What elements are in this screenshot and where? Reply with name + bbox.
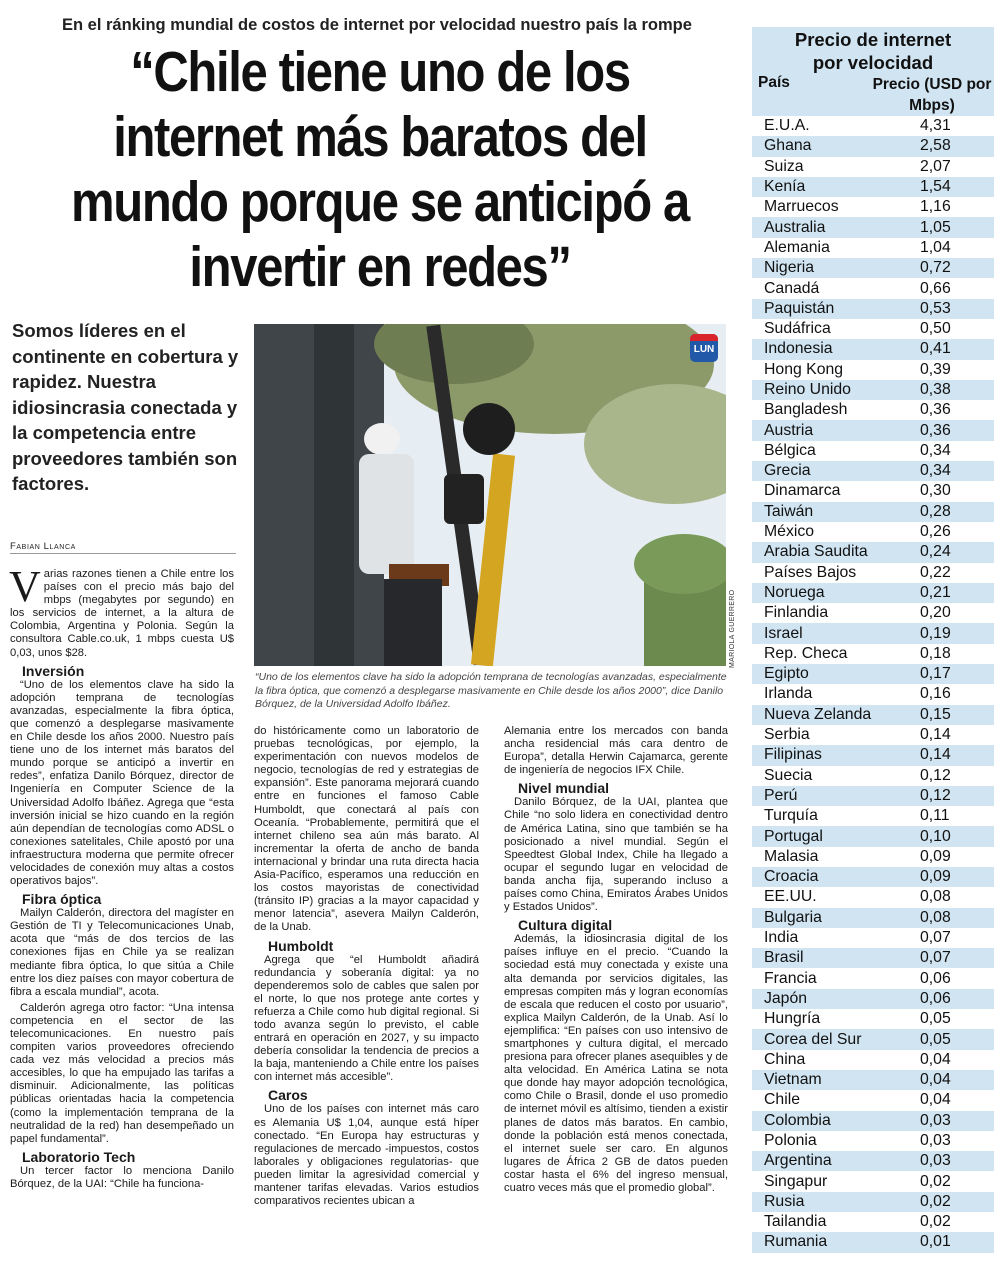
price-cell: 0,05 (920, 1030, 951, 1048)
lede: Somos líderes en el continente en cobertura y rapidez. Nuestra idiosincrasia conectada y la competencia entre proveedores también son factores. (12, 320, 239, 494)
byline: Fabian Llanca (10, 541, 236, 554)
paragraph-fibra-1: Mailyn Calderón, directora del magíster en Gestión de TI y Telecomunicaciones Unab, acota que “más de dos tercios de las conexiones fijas en Chile ya se realizan mediante fibra óptica, lo que sitúa a Chile entre los diez países con mayor cobertura de fibra a escala mundial”, acota. (10, 907, 234, 998)
table-row (752, 136, 994, 156)
table-row (752, 745, 994, 765)
paragraph-caros-cont: Alemania entre los mercados con banda ancha residencial más cara dentro de Europa”, detalla Herwin Cajamarca, gerente de ingeniería de negocios IFX Chile. (504, 725, 728, 777)
price-cell: 0,16 (920, 685, 951, 703)
price-cell: 0,07 (920, 949, 951, 967)
table-row (752, 948, 994, 968)
country-cell: Noruega (764, 583, 825, 601)
helmet (364, 423, 400, 455)
country-cell: Finlandia (764, 604, 829, 622)
table-row (752, 968, 994, 988)
fiber-splice-box (463, 403, 515, 455)
price-cell: 0,08 (920, 888, 951, 906)
price-cell: 0,17 (920, 665, 951, 683)
country-cell: Perú (764, 786, 798, 804)
dropcap: V (9, 562, 41, 611)
price-cell: 0,28 (920, 502, 951, 520)
table-row (752, 563, 994, 583)
table-row (752, 583, 994, 603)
country-cell: Tailandia (764, 1213, 827, 1231)
price-cell: 0,03 (920, 1131, 951, 1149)
table-row (752, 502, 994, 522)
price-cell: 0,38 (920, 381, 951, 398)
article-photo (254, 324, 726, 666)
table-row (752, 339, 994, 359)
country-cell: Filipinas (764, 746, 822, 764)
price-cell: 0,02 (920, 1192, 951, 1210)
table-row (752, 1009, 994, 1029)
subhead-laboratorio: Laboratorio Tech (22, 1148, 136, 1165)
country-cell: Colombia (764, 1111, 831, 1129)
table-row (752, 908, 994, 928)
subhead-humboldt: Humboldt (268, 937, 334, 954)
table-row (752, 400, 994, 420)
price-cell: 0,18 (920, 644, 951, 662)
country-cell: Sudáfrica (764, 320, 831, 338)
table-row (752, 725, 994, 745)
header-country: País (758, 74, 790, 91)
article-column-2 (254, 725, 479, 1211)
sidebar-title: Precio de internet por velocidad (794, 29, 952, 73)
subhead-inversion: Inversión (22, 662, 85, 679)
country-cell: Alemania (764, 238, 830, 256)
table-row (752, 887, 994, 907)
price-cell: 0,34 (920, 441, 951, 459)
subhead-nivel-mundial: Nivel mundial (518, 780, 610, 797)
table-row (752, 461, 994, 481)
price-cell: 0,14 (920, 726, 951, 744)
country-cell: Rumania (764, 1233, 828, 1251)
price-cell: 0,08 (920, 908, 951, 926)
price-cell: 0,04 (920, 1050, 951, 1068)
table-row (752, 1070, 994, 1090)
price-cell: 0,36 (920, 401, 951, 419)
price-cell: 0,01 (920, 1233, 951, 1251)
price-cell: 1,05 (920, 218, 951, 236)
table-row (752, 867, 994, 887)
price-cell: 0,03 (920, 1111, 951, 1129)
price-cell: 0,02 (920, 1213, 951, 1231)
table-row (752, 380, 994, 400)
price-cell: 0,03 (920, 1152, 951, 1170)
price-cell: 0,19 (920, 624, 951, 642)
table-row (752, 766, 994, 786)
paragraph-nivel-mundial: Danilo Bórquez, de la UAI, plantea que Chile “no solo lidera en conectividad dentro de América Latina, sino que también se ha posicionado a nivel mundial. Según el Speedtest Global Index, Chile ha llegado a ocupar el segundo lugar en velocidad de banda ancha fija, superando incluso a países como China, Emiratos Árabes Unidos y Estados Unidos”. (504, 796, 728, 914)
table-row (752, 217, 994, 237)
country-cell: Reino Unido (764, 381, 851, 398)
country-cell: Rep. Checa (764, 644, 848, 662)
country-cell: Francia (764, 969, 817, 987)
price-cell: 0,26 (920, 523, 951, 541)
price-cell: 0,10 (920, 827, 951, 845)
table-row (752, 826, 994, 846)
article-column-1 (9, 562, 234, 1194)
table-row (752, 1212, 994, 1232)
price-cell: 0,50 (920, 320, 951, 338)
table-row (752, 786, 994, 806)
country-cell: Irlanda (764, 685, 813, 703)
price-cell: 0,04 (920, 1091, 951, 1109)
table-row (752, 177, 994, 197)
table-row (752, 847, 994, 867)
price-cell: 0,66 (920, 279, 951, 297)
country-cell: Indonesia (764, 340, 833, 358)
price-cell: 0,12 (920, 786, 951, 804)
price-cell: 2,58 (920, 137, 951, 155)
country-cell: Suecia (764, 766, 813, 784)
subhead-fibra: Fibra óptica (22, 891, 102, 908)
country-cell: Brasil (764, 949, 804, 967)
table-row (752, 1090, 994, 1110)
price-cell: 0,36 (920, 421, 951, 439)
sidebar-table-header (752, 74, 994, 116)
price-cell: 0,06 (920, 969, 951, 987)
price-cell: 0,05 (920, 1010, 951, 1028)
country-cell: Paquistán (764, 299, 835, 317)
country-cell: Japón (764, 989, 808, 1007)
table-row (752, 644, 994, 664)
price-cell: 0,24 (920, 543, 951, 561)
country-cell: Grecia (764, 462, 811, 480)
country-cell: EE.UU. (764, 888, 817, 906)
paragraph-inversion: “Uno de los elementos clave ha sido la adopción temprana de tecnologías avanzadas, especialmente la fibra óptica, que comenzó a desplegarse masivamente en Chile desde los años 2000. Nuestro país tiene uno de los internet más baratos del mundo porque se anticipó a invertir en redes”, enfatiza Danilo Bórquez, director de Ingeniería en Computer Science de la Universidad Adolfo Ibáñez. Agrega que “esta inversión inicial se hizo cuando en la región aún dependían de tecnologías como ADSL o conexiones satelitales, Chile apostó por una infraestructura moderna que permite ofrecer velocidades de conexión muy altas a costos operativos bajos”. (10, 678, 234, 888)
table-row (752, 522, 994, 542)
price-cell: 0,12 (920, 766, 951, 784)
country-cell: Bulgaria (764, 908, 822, 926)
price-cell: 0,15 (920, 705, 951, 723)
country-cell: Israel (764, 624, 803, 642)
table-row (752, 1192, 994, 1212)
table-row (752, 360, 994, 380)
table-row (752, 1131, 994, 1151)
country-cell: Suiza (764, 157, 804, 175)
country-cell: Croacia (764, 868, 819, 886)
lun-logo-text: LUN (693, 344, 715, 355)
price-cell: 0,34 (920, 462, 951, 480)
paragraph-cultura-digital: Además, la idiosincrasia digital de los países influye en el precio. “Cuando la sociedad está muy conectada y existe una alta demanda por servicios digitales, las empresas compiten más y logran economías de escala que reducen el costo por usuario”, explica Mailyn Calderón, de la Unab. Así lo ejemplifica: “En países con uso intensivo de smartphones y cultura digital, el mercado presiona para ofrecer planes asequibles y de alta velocidad. En América Latina se nota que donde hay mayor adopción tecnológica, como Chile o Brasil, donde el uso promedio de internet móvil es altísimo, tienden a existir planes de datos más baratos. En cambio, donde la población está menos conectada, el internet suele ser caro. En algunos lugares de África 2 GB de datos pueden costar hasta el 6% del ingreso mensual, cuatro veces más que el promedio global”. (504, 933, 728, 1194)
country-cell: Vietnam (764, 1071, 822, 1089)
table-row (752, 603, 994, 623)
country-cell: Singapur (764, 1172, 828, 1190)
table-row (752, 623, 994, 643)
country-cell: Marruecos (764, 198, 839, 216)
price-cell: 0,11 (920, 807, 950, 825)
price-cell: 0,41 (920, 340, 951, 358)
table-row (752, 664, 994, 684)
table-row (752, 1171, 994, 1191)
country-cell: E.U.A. (764, 117, 810, 135)
headline: “Chile tiene uno de los internet más baratos del mundo porque se anticipó a invertir en redes” (71, 40, 689, 299)
country-cell: Hong Kong (764, 360, 844, 378)
table-row (752, 258, 994, 278)
price-cell: 1,54 (920, 178, 951, 196)
table-row (752, 319, 994, 339)
country-cell: Bangladesh (764, 401, 848, 419)
sidebar-table-body (752, 116, 994, 1253)
price-cell: 0,39 (920, 360, 951, 378)
table-row (752, 989, 994, 1009)
table-row (752, 238, 994, 258)
country-cell: Malasia (764, 847, 819, 865)
paragraph-fibra-2: Calderón agrega otro factor: “Una intensa competencia en el sector de las telecomunicaciones. En nuestro país compiten varios proveedores ofreciendo cada vez más velocidad a precios más accesibles, lo que ha empujado las tarifas a disminuir. Adicionalmente, las políticas públicas orientadas hacia la competencia (como la implementación temprana de la neutralidad de la red) han desempeñado un papel fundamental”. (10, 1001, 234, 1145)
table-row (752, 705, 994, 725)
table-row (752, 420, 994, 440)
country-cell: Austria (764, 421, 814, 439)
table-row (752, 116, 994, 136)
price-cell: 0,02 (920, 1172, 951, 1190)
paragraph-humboldt: Agrega que “el Humboldt añadirá redundancia y soberanía digital: ya no dependeremos solo de cables que salen por el norte, lo que nos protege ante cortes y refuerza a Chile como hub digital regional. Si todo avanza según lo previsto, el cable entrará en operación en 2027, y su impacto debería consolidar la tendencia de precios a la baja, manteniendo a Chile entre los países con internet más accesible”. (254, 953, 479, 1084)
table-row (752, 806, 994, 826)
price-cell: 0,30 (920, 482, 951, 500)
table-row (752, 542, 994, 562)
country-cell: Nueva Zelanda (764, 705, 872, 723)
photo-caption: “Uno de los elementos clave ha sido la adopción temprana de tecnologías avanzadas, especialmente la fibra óptica, que comenzó a desplegarse masivamente en Chile desde los años 2000”, dice Danilo Bórquez, de la Universidad Adolfo Ibáñez. (255, 671, 727, 710)
country-cell: Nigeria (764, 259, 815, 277)
kicker: En el ránking mundial de costos de internet por velocidad nuestro país la rompe (62, 16, 692, 34)
price-cell: 1,04 (920, 238, 951, 256)
photo-credit (727, 590, 741, 670)
price-cell: 0,53 (920, 299, 951, 317)
country-cell: China (764, 1050, 806, 1068)
price-cell: 4,31 (920, 117, 951, 135)
price-cell: 0,07 (920, 929, 951, 947)
country-cell: Canadá (764, 279, 820, 297)
table-row (752, 1111, 994, 1131)
table-row (752, 157, 994, 177)
table-row (752, 278, 994, 298)
paragraph-laboratorio-cont: do históricamente como un laboratorio de pruebas tecnológicas, por ejemplo, la experimentación con nuevos modelos de negocio, tecnologías de red y estrategias de expansión”. Este panorama mejorará cuando entre en funciones el famoso Cable Humboldt, que conectará al país con Oceanía. “Probablemente, permitirá que el internet chileno sea aún más barato. Al incrementar la oferta de ancho de banda internacional y brindar una ruta directa hacia Asia-Pacífico, esperamos una reducción en los costos mayoristas de conectividad (tránsito IP) gracias a la mayor capacidad y menor latencia”, asevera Mailyn Calderón, de la Unab. (254, 725, 479, 934)
country-cell: Polonia (764, 1131, 817, 1149)
table-row (752, 684, 994, 704)
country-cell: Egipto (764, 665, 809, 683)
photo-illustration (254, 324, 726, 666)
lun-logo (690, 334, 718, 362)
country-cell: Turquía (764, 807, 818, 825)
table-row (752, 197, 994, 217)
table-row (752, 299, 994, 319)
country-cell: Portugal (764, 827, 823, 845)
country-cell: Arabia Saudita (764, 543, 868, 561)
price-cell: 0,09 (920, 847, 951, 865)
country-cell: Kenía (764, 178, 806, 196)
price-sidebar (752, 27, 994, 1252)
price-cell: 0,09 (920, 868, 951, 886)
country-cell: Australia (764, 218, 826, 236)
price-cell: 2,07 (920, 157, 951, 175)
subhead-caros: Caros (268, 1087, 308, 1104)
subhead-cultura-digital: Cultura digital (518, 917, 613, 934)
table-row (752, 1232, 994, 1252)
country-cell: India (764, 929, 799, 947)
country-cell: Países Bajos (764, 563, 857, 581)
header-price: Precio (USD por Mbps) (872, 76, 992, 114)
country-cell: Taiwán (764, 502, 814, 520)
table-row (752, 928, 994, 948)
country-cell: Hungría (764, 1010, 821, 1028)
country-cell: Rusia (764, 1192, 805, 1210)
price-cell: 0,20 (920, 604, 951, 622)
table-row (752, 1029, 994, 1049)
country-cell: Corea del Sur (764, 1030, 862, 1048)
table-row (752, 1151, 994, 1171)
worker (359, 454, 414, 574)
price-cell: 0,72 (920, 259, 951, 277)
price-cell: 0,22 (920, 563, 951, 581)
country-cell: Bélgica (764, 441, 816, 459)
paragraph-laboratorio: Un tercer factor lo menciona Danilo Bórquez, de la UAI: “Chile ha funciona- (10, 1164, 234, 1190)
table-row (752, 481, 994, 501)
price-cell: 1,16 (920, 198, 951, 216)
country-cell: Ghana (764, 137, 812, 155)
article-column-3 (504, 725, 728, 1198)
country-cell: Argentina (764, 1152, 832, 1170)
table-row (752, 441, 994, 461)
paragraph-caros: Uno de los países con internet más caro es Alemania U$ 1,04, aunque está híper conectado. “En Europa hay estructuras y regulaciones de mercado -impuestos, costos laborales y obligaciones regulatorias- que pueden limitar la agresividad comercial y mantener tarifas elevadas. Varios estudios comparativos recientes ubican a (254, 1103, 479, 1208)
price-cell: 0,21 (920, 583, 951, 601)
price-cell: 0,04 (920, 1071, 951, 1089)
country-cell: Chile (764, 1091, 800, 1109)
price-cell: 0,14 (920, 746, 951, 764)
country-cell: Dinamarca (764, 482, 841, 500)
photo-credit-text: MARIOLA GUERRERO (729, 589, 736, 668)
country-cell: Serbia (764, 726, 810, 744)
price-cell: 0,06 (920, 989, 951, 1007)
intro-paragraph: arias razones tienen a Chile entre los países con el precio más bajo del mbps (megabytes por segundo) en los servicios de internet, a la altura de Colombia, Argentina y Polonia. Según la consultora Cable.co.uk, 1 mbps cuesta U$ 0,03, unos $28. (10, 568, 234, 659)
table-row (752, 1050, 994, 1070)
country-cell: México (764, 523, 815, 541)
